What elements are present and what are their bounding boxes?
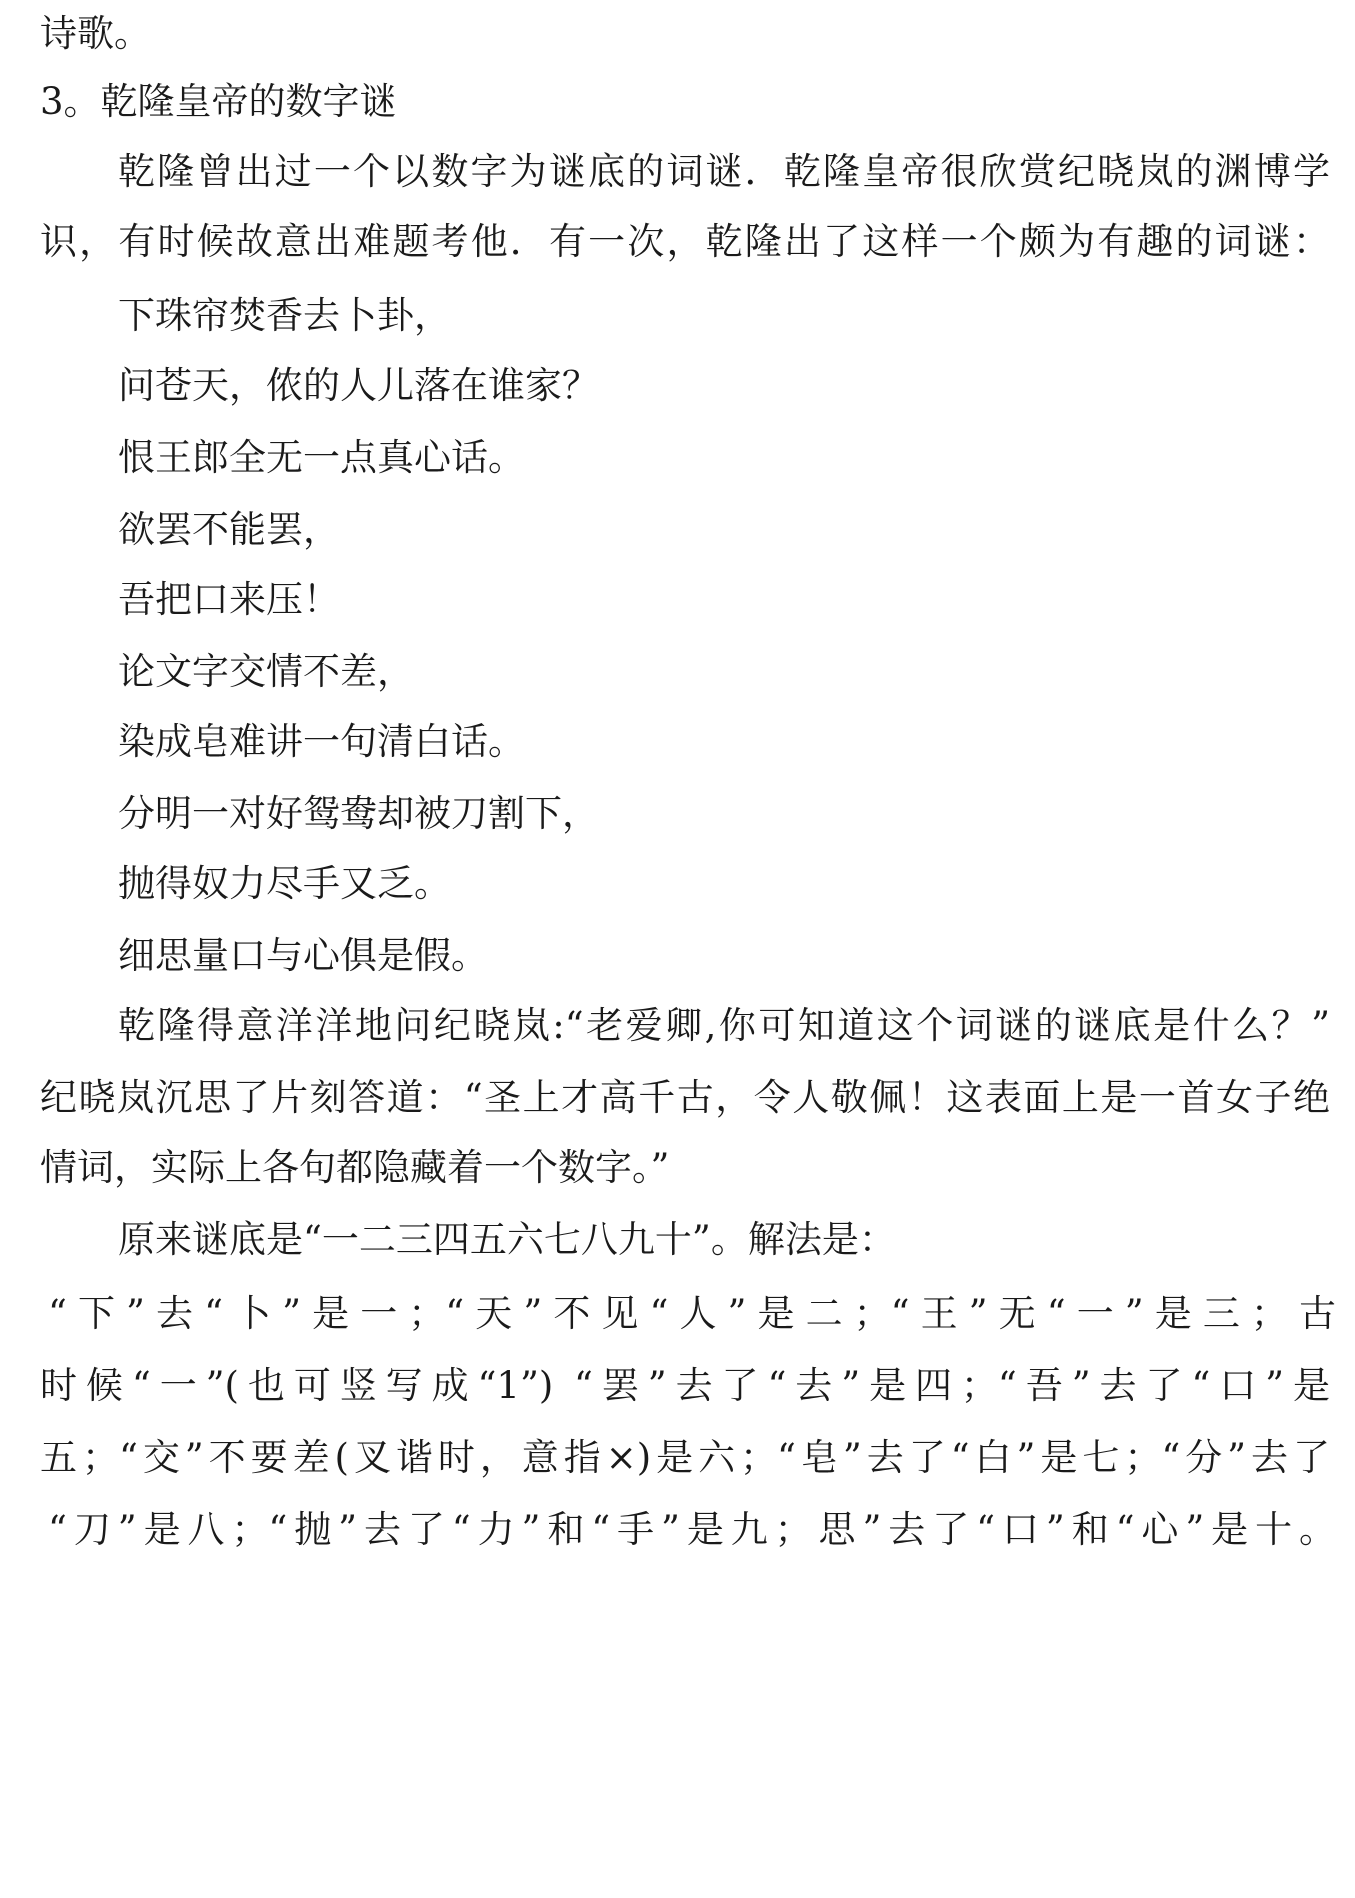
poem-line-7: 染成皂难讲一句清白话。: [118, 720, 525, 763]
solution-line-4: “刀”是八；“抛”去了“力”和“手”是九；思”去了“口”和“心”是十。: [48, 1508, 1336, 1551]
solution-line-3: 五；“交”不要差(叉谐时，意指×)是六；“皂”去了“白”是七；“分”去了: [40, 1436, 1330, 1479]
solution-line-1: “下”去“卜”是一；“天”不见“人”是二；“王”无“一”是三；古: [48, 1292, 1336, 1335]
section-heading: 3。乾隆皇帝的数字谜: [40, 80, 397, 123]
poem-line-1: 下珠帘焚香去卜卦，: [118, 294, 451, 337]
poem-line-9: 抛得奴力尽手又乏。: [118, 862, 451, 905]
answer-intro: 原来谜底是“一二三四五六七八九十”。解法是：: [118, 1218, 896, 1261]
poem-line-8: 分明一对好鸳鸯却被刀割下，: [118, 792, 599, 835]
solution-line-2: 时候“一”(也可竖写成“1”) “罢”去了“去”是四；“吾”去了“口”是: [40, 1364, 1330, 1407]
poem-line-5: 吾把口来压！: [118, 578, 340, 621]
poem-line-2: 问苍天，侬的人儿落在谁家？: [118, 364, 599, 407]
text-line-end-of-previous-section: 诗歌。: [40, 12, 151, 55]
poem-line-10: 细思量口与心俱是假。: [118, 934, 488, 977]
paragraph-intro-line-1: 乾隆曾出过一个以数字为谜底的词谜．乾隆皇帝很欣赏纪晓岚的渊博学: [118, 150, 1330, 193]
dialogue-line-2: 纪晓岚沉思了片刻答道：“圣上才高千古，令人敬佩！这表面上是一首女子绝: [40, 1076, 1330, 1119]
paragraph-intro-line-2: 识，有时候故意出难题考他．有一次，乾隆出了这样一个颇为有趣的词谜：: [40, 220, 1330, 263]
poem-line-3: 恨王郎全无一点真心话。: [118, 436, 525, 479]
poem-line-4: 欲罢不能罢，: [118, 508, 340, 551]
dialogue-line-1: 乾隆得意洋洋地问纪晓岚:“老爱卿,你可知道这个词谜的谜底是什么？”: [118, 1004, 1330, 1047]
poem-line-6: 论文字交情不差，: [118, 650, 414, 693]
dialogue-line-3: 情词，实际上各句都隐藏着一个数字。”: [40, 1146, 670, 1189]
